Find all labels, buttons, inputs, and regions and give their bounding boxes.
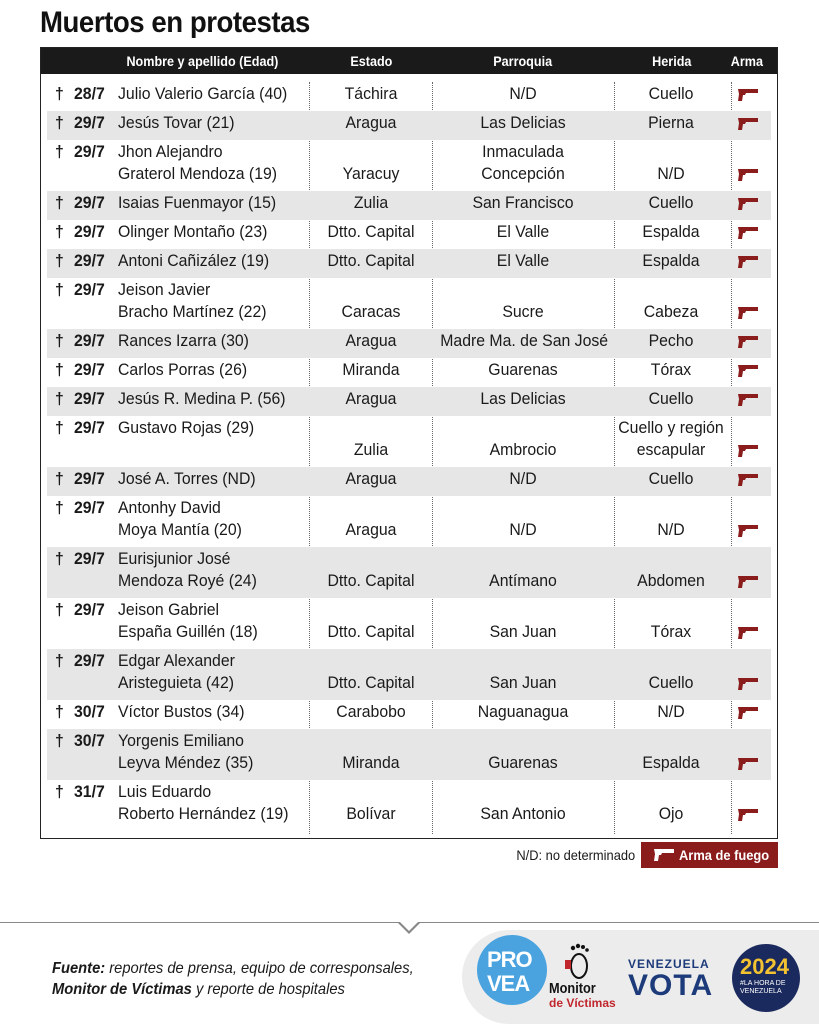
gun-icon xyxy=(737,226,759,240)
estado-cell: Aragua xyxy=(345,469,397,488)
victim-name-line2: Aristeguieta (42) xyxy=(118,673,235,692)
parroquia-cell: Las Delicias xyxy=(480,113,566,132)
gun-icon xyxy=(737,524,759,538)
victim-name-line2: Bracho Martínez (22) xyxy=(118,302,267,321)
victim-name: Jesús R. Medina P. (56) xyxy=(118,389,286,408)
estado-cell: Dtto. Capital xyxy=(327,571,415,590)
herida-cell: Abdomen xyxy=(637,571,705,590)
death-cross-icon: † xyxy=(55,469,64,488)
death-date: 29/7 xyxy=(74,600,105,619)
herida-cell: N/D xyxy=(657,520,685,539)
table-row xyxy=(41,191,777,220)
parroquia-cell: Guarenas xyxy=(488,753,558,772)
source-note xyxy=(52,958,414,1000)
vv-logo-text1: VENEZUELA xyxy=(628,957,710,971)
death-cross-icon: † xyxy=(55,498,64,517)
victim-name: Jeison Gabriel xyxy=(118,600,220,619)
table-row xyxy=(41,780,777,831)
death-cross-icon: † xyxy=(55,389,64,408)
table-row xyxy=(41,598,777,649)
victims-table xyxy=(40,47,778,839)
table-row xyxy=(41,111,777,140)
parroquia-cell: Antímano xyxy=(489,571,557,590)
parroquia-cell: El Valle xyxy=(496,222,550,241)
death-date: 29/7 xyxy=(74,222,105,241)
hora-logo-year: 2024 xyxy=(740,954,789,979)
herida-cell: Cuello xyxy=(648,193,694,212)
parroquia-cell: El Valle xyxy=(496,251,550,270)
footer-notch-inner xyxy=(399,921,419,931)
death-date: 28/7 xyxy=(74,84,105,103)
herida-cell: Pecho xyxy=(648,331,694,350)
parroquia-cell: San Juan xyxy=(489,673,557,692)
source-line1: reportes de prensa, equipo de corresponsales, xyxy=(109,960,414,977)
header-nombre: Nombre y apellido (Edad) xyxy=(126,53,279,69)
source-monitor: Monitor de Víctimas xyxy=(52,981,192,998)
death-cross-icon: † xyxy=(55,782,64,801)
gun-icon xyxy=(737,306,759,320)
table-row xyxy=(41,329,777,358)
provea-logo-text2: VEA xyxy=(487,971,530,996)
death-date: 29/7 xyxy=(74,389,105,408)
gun-icon xyxy=(653,848,675,862)
provea-logo xyxy=(477,935,547,1005)
estado-cell: Miranda xyxy=(342,360,400,379)
death-date: 29/7 xyxy=(74,142,105,161)
gun-icon xyxy=(737,626,759,640)
parroquia-cell: Naguanagua xyxy=(477,702,569,721)
death-cross-icon: † xyxy=(55,600,64,619)
victim-name: Antonhy David xyxy=(118,498,221,517)
source-label: Fuente: xyxy=(52,960,106,977)
parroquia-cell: Madre Ma. de San José xyxy=(440,331,609,350)
table-row xyxy=(41,82,777,111)
herida-cell: N/D xyxy=(657,164,685,183)
table-row xyxy=(41,496,777,547)
table-body xyxy=(41,82,777,831)
herida-cell: Cuello y región xyxy=(618,418,724,437)
table-row xyxy=(41,467,777,496)
death-cross-icon: † xyxy=(55,331,64,350)
death-cross-icon: † xyxy=(55,702,64,721)
death-cross-icon: † xyxy=(55,549,64,568)
death-date: 29/7 xyxy=(74,651,105,670)
herida-cell-line2: escapular xyxy=(636,440,706,459)
gun-icon xyxy=(737,444,759,458)
death-cross-icon: † xyxy=(55,418,64,437)
table-header xyxy=(41,48,777,74)
source-line2: y reporte de hospitales xyxy=(195,981,345,998)
gun-icon xyxy=(737,335,759,349)
estado-cell: Yaracuy xyxy=(342,164,400,183)
herida-cell: Cuello xyxy=(648,469,694,488)
death-cross-icon: † xyxy=(55,84,64,103)
estado-cell: Aragua xyxy=(345,331,397,350)
estado-cell: Bolívar xyxy=(346,804,396,823)
parroquia-cell: N/D xyxy=(509,520,537,539)
vv-logo-text2: VOTA xyxy=(628,969,714,1002)
death-cross-icon: † xyxy=(55,251,64,270)
gun-icon xyxy=(737,757,759,771)
death-date: 31/7 xyxy=(74,782,105,801)
table-row xyxy=(41,387,777,416)
footprint-icon xyxy=(563,942,593,980)
gun-icon xyxy=(737,706,759,720)
estado-cell: Aragua xyxy=(345,113,397,132)
table-row xyxy=(41,649,777,700)
estado-cell: Dtto. Capital xyxy=(327,222,415,241)
gun-icon xyxy=(737,808,759,822)
herida-cell: Espalda xyxy=(642,251,700,270)
table-row xyxy=(41,547,777,598)
monitor-victimas-logo xyxy=(549,942,619,1012)
death-cross-icon: † xyxy=(55,360,64,379)
estado-cell: Zulia xyxy=(353,193,389,212)
header-estado: Estado xyxy=(350,53,393,69)
estado-cell: Dtto. Capital xyxy=(327,622,415,641)
parroquia-cell: Inmaculada xyxy=(482,142,564,161)
herida-cell: Espalda xyxy=(642,222,700,241)
page-title: Muertos en protestas xyxy=(40,6,310,39)
victim-name-line2: Graterol Mendoza (19) xyxy=(118,164,278,183)
table-row xyxy=(41,278,777,329)
herida-cell: N/D xyxy=(657,702,685,721)
estado-cell: Caracas xyxy=(341,302,401,321)
victim-name: Carlos Porras (26) xyxy=(118,360,248,379)
estado-cell: Aragua xyxy=(345,389,397,408)
estado-cell: Dtto. Capital xyxy=(327,251,415,270)
victim-name: Antoni Cañizález (19) xyxy=(118,251,270,270)
gun-icon xyxy=(737,575,759,589)
header-parroquia: Parroquia xyxy=(493,53,553,69)
death-date: 29/7 xyxy=(74,469,105,488)
death-date: 29/7 xyxy=(74,331,105,350)
victim-name-line2: España Guillén (18) xyxy=(118,622,258,641)
victim-name: Olinger Montaño (23) xyxy=(118,222,268,241)
estado-cell: Carabobo xyxy=(336,702,406,721)
provea-logo-text1: PRO xyxy=(487,947,532,972)
table-row xyxy=(41,220,777,249)
herida-cell: Pierna xyxy=(648,113,694,132)
estado-cell: Miranda xyxy=(342,753,400,772)
parroquia-cell: N/D xyxy=(509,84,537,103)
parroquia-cell: Guarenas xyxy=(488,360,558,379)
gun-icon xyxy=(737,255,759,269)
death-date: 29/7 xyxy=(74,193,105,212)
death-cross-icon: † xyxy=(55,280,64,299)
legend-firearm-label: Arma de fuego xyxy=(679,847,770,863)
herida-cell: Ojo xyxy=(658,804,684,823)
victim-name: Isaias Fuenmayor (15) xyxy=(118,193,277,212)
table-row xyxy=(41,700,777,729)
header-arma: Arma xyxy=(730,53,764,69)
header-herida: Herida xyxy=(652,53,692,69)
table-row xyxy=(41,729,777,780)
estado-cell: Zulia xyxy=(353,440,389,459)
victim-name-line2: Roberto Hernández (19) xyxy=(118,804,289,823)
monitor-logo-text1: Monitor xyxy=(549,980,596,997)
parroquia-cell: San Francisco xyxy=(472,193,574,212)
herida-cell: Espalda xyxy=(642,753,700,772)
estado-cell: Aragua xyxy=(345,520,397,539)
gun-icon xyxy=(737,393,759,407)
death-date: 29/7 xyxy=(74,549,105,568)
legend-nd: N/D: no determinado xyxy=(516,847,635,863)
victim-name: Eurisjunior José xyxy=(118,549,231,568)
legend xyxy=(0,842,819,868)
death-date: 30/7 xyxy=(74,731,105,750)
parroquia-cell: Sucre xyxy=(502,302,544,321)
victim-name: Jeison Javier xyxy=(118,280,211,299)
gun-icon xyxy=(737,117,759,131)
table-row xyxy=(41,249,777,278)
parroquia-cell: Ambrocio xyxy=(489,440,557,459)
death-cross-icon: † xyxy=(55,193,64,212)
victim-name: Yorgenis Emiliano xyxy=(118,731,244,750)
victim-name: Edgar Alexander xyxy=(118,651,235,670)
herida-cell: Cuello xyxy=(648,389,694,408)
victim-name: Rances Izarra (30) xyxy=(118,331,249,350)
victim-name: Jesús Tovar (21) xyxy=(118,113,235,132)
victim-name: Víctor Bustos (34) xyxy=(118,702,245,721)
herida-cell: Cabeza xyxy=(643,302,699,321)
la-hora-de-venezuela-logo xyxy=(732,944,800,1012)
gun-icon xyxy=(737,197,759,211)
death-cross-icon: † xyxy=(55,222,64,241)
herida-cell: Tórax xyxy=(650,622,692,641)
victim-name: Gustavo Rojas (29) xyxy=(118,418,255,437)
parroquia-cell-line2: Concepción xyxy=(481,164,565,183)
death-date: 30/7 xyxy=(74,702,105,721)
table-row xyxy=(41,140,777,191)
death-date: 29/7 xyxy=(74,113,105,132)
herida-cell: Cuello xyxy=(648,84,694,103)
victim-name: Luis Eduardo xyxy=(118,782,212,801)
death-cross-icon: † xyxy=(55,651,64,670)
parroquia-cell: San Antonio xyxy=(480,804,566,823)
death-date: 29/7 xyxy=(74,280,105,299)
parroquia-cell: N/D xyxy=(509,469,537,488)
death-cross-icon: † xyxy=(55,113,64,132)
death-date: 29/7 xyxy=(74,418,105,437)
death-date: 29/7 xyxy=(74,251,105,270)
death-cross-icon: † xyxy=(55,731,64,750)
death-date: 29/7 xyxy=(74,498,105,517)
death-cross-icon: † xyxy=(55,142,64,161)
table-row xyxy=(41,416,777,467)
estado-cell: Táchira xyxy=(344,84,398,103)
gun-icon xyxy=(737,88,759,102)
hora-logo-text: #LA HORA DE VENEZUELA xyxy=(740,980,786,995)
herida-cell: Tórax xyxy=(650,360,692,379)
victim-name-line2: Moya Mantía (20) xyxy=(118,520,242,539)
death-date: 29/7 xyxy=(74,360,105,379)
parroquia-cell: Las Delicias xyxy=(480,389,566,408)
gun-icon xyxy=(737,473,759,487)
herida-cell: Cuello xyxy=(648,673,694,692)
monitor-logo-text2: de Víctimas xyxy=(549,996,616,1010)
legend-firearm xyxy=(641,842,778,868)
gun-icon xyxy=(737,677,759,691)
victim-name-line2: Leyva Méndez (35) xyxy=(118,753,254,772)
victim-name-line2: Mendoza Royé (24) xyxy=(118,571,257,590)
table-row xyxy=(41,358,777,387)
victim-name: José A. Torres (ND) xyxy=(118,469,256,488)
gun-icon xyxy=(737,168,759,182)
victim-name: Jhon Alejandro xyxy=(118,142,223,161)
estado-cell: Dtto. Capital xyxy=(327,673,415,692)
victim-name: Julio Valerio García (40) xyxy=(118,84,288,103)
gun-icon xyxy=(737,364,759,378)
parroquia-cell: San Juan xyxy=(489,622,557,641)
